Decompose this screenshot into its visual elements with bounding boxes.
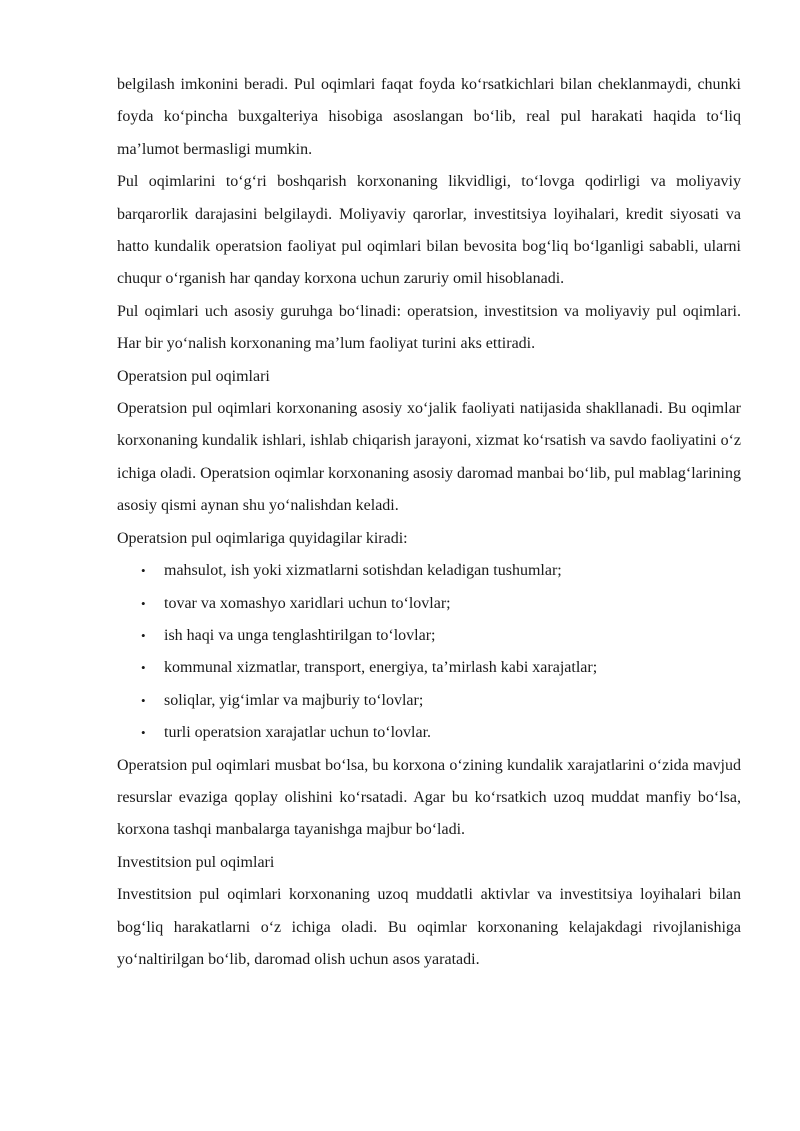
document-page bbox=[117, 69, 741, 976]
paragraph-operational: Operatsion pul oqimlari korxonaning asosiy xo‘jalik faoliyati natijasida shakllanadi. Bu oqimlar korxonaning kundalik ishlari, ishlab chiqarish jarayoni, xizmat ko‘rsatish va savdo faoliyatini o‘z ichiga oladi. Operatsion oqimlar korxonaning asosiy daromad manbai bo‘lib, pul mablag‘larining asosiy qismi aynan shu yo‘nalishdan keladi. bbox=[117, 400, 741, 515]
operational-items-list bbox=[117, 555, 741, 749]
paragraph-profit-limits: belgilash imkonini beradi. Pul oqimlari faqat foyda ko‘rsatkichlari bilan cheklanmaydi, chunki foyda ko‘pincha buxgalteriya hisobiga asoslangan bo‘lib, real pul harakati haqida to‘liq ma’lumot bermasligi mumkin. bbox=[117, 76, 741, 158]
paragraph-three-groups: Pul oqimlari uch asosiy guruhga bo‘linadi: operatsion, investitsion va moliyaviy pul oqimlari. Har bir yo‘nalish korxonaning ma’lum faoliyat turini aks ettiradi. bbox=[117, 302, 741, 353]
list-intro: Operatsion pul oqimlariga quyidagilar kiradi: bbox=[117, 529, 408, 547]
list-item bbox=[141, 717, 741, 749]
list-item-text: soliqlar, yig‘imlar va majburiy to‘lovlar; bbox=[164, 691, 424, 709]
heading-investment-cash-flows: Investitsion pul oqimlari bbox=[117, 853, 275, 871]
list-item-text: kommunal xizmatlar, transport, energiya, ta’mirlash kabi xarajatlar; bbox=[164, 659, 598, 677]
paragraph-cash-management: Pul oqimlarini to‘g‘ri boshqarish korxonaning likvidligi, to‘lovga qodirligi va moliyaviy barqarorlik darajasini belgilaydi. Moliyaviy qarorlar, investitsiya loyihalari, kredit siyosati va hatto kundalik operatsion faoliyat pul oqimlari bilan bevosita bog‘liq bo‘lganligi sababli, ularni chuqur o‘rganish har qanday korxona uchun zaruriy omil hisoblanadi. bbox=[117, 173, 741, 288]
list-item bbox=[141, 555, 741, 587]
paragraph-after-list: Operatsion pul oqimlari musbat bo‘lsa, bu korxona o‘zining kundalik xarajatlarini o‘zida mavjud resurslar evaziga qoplay olishini ko‘rsatadi. Agar bu ko‘rsatkich uzoq muddat manfiy bo‘lsa, korxona tashqi manbalarga tayanishga majbur bo‘ladi. bbox=[117, 756, 741, 839]
heading-operational-cash-flows: Operatsion pul oqimlari bbox=[117, 367, 270, 385]
bullet-icon: • bbox=[141, 595, 146, 611]
bullet-icon: • bbox=[141, 563, 146, 579]
list-item bbox=[141, 620, 741, 652]
paragraph-investment: Investitsion pul oqimlari korxonaning uzoq muddatli aktivlar va investitsiya loyihalari bilan bog‘liq harakatlarni o‘z ichiga oladi. Bu oqimlar korxonaning kelajakdagi rivojlanishiga yo‘naltirilgan bo‘lib, daromad olish uchun asos yaratadi. bbox=[117, 886, 741, 968]
bullet-icon: • bbox=[141, 725, 146, 741]
list-item-text: ish haqi va unga tenglashtirilgan to‘lovlar; bbox=[164, 626, 436, 644]
bullet-icon: • bbox=[141, 660, 146, 676]
list-item bbox=[141, 588, 741, 620]
list-item-text: mahsulot, ish yoki xizmatlarni sotishdan keladigan tushumlar; bbox=[164, 562, 562, 580]
bullet-icon: • bbox=[141, 627, 146, 643]
list-item bbox=[141, 652, 741, 684]
list-item-text: turli operatsion xarajatlar uchun to‘lovlar. bbox=[164, 724, 432, 742]
bullet-icon: • bbox=[141, 692, 146, 708]
list-item-text: tovar va xomashyo xaridlari uchun to‘lovlar; bbox=[164, 594, 451, 612]
list-item bbox=[141, 685, 741, 717]
